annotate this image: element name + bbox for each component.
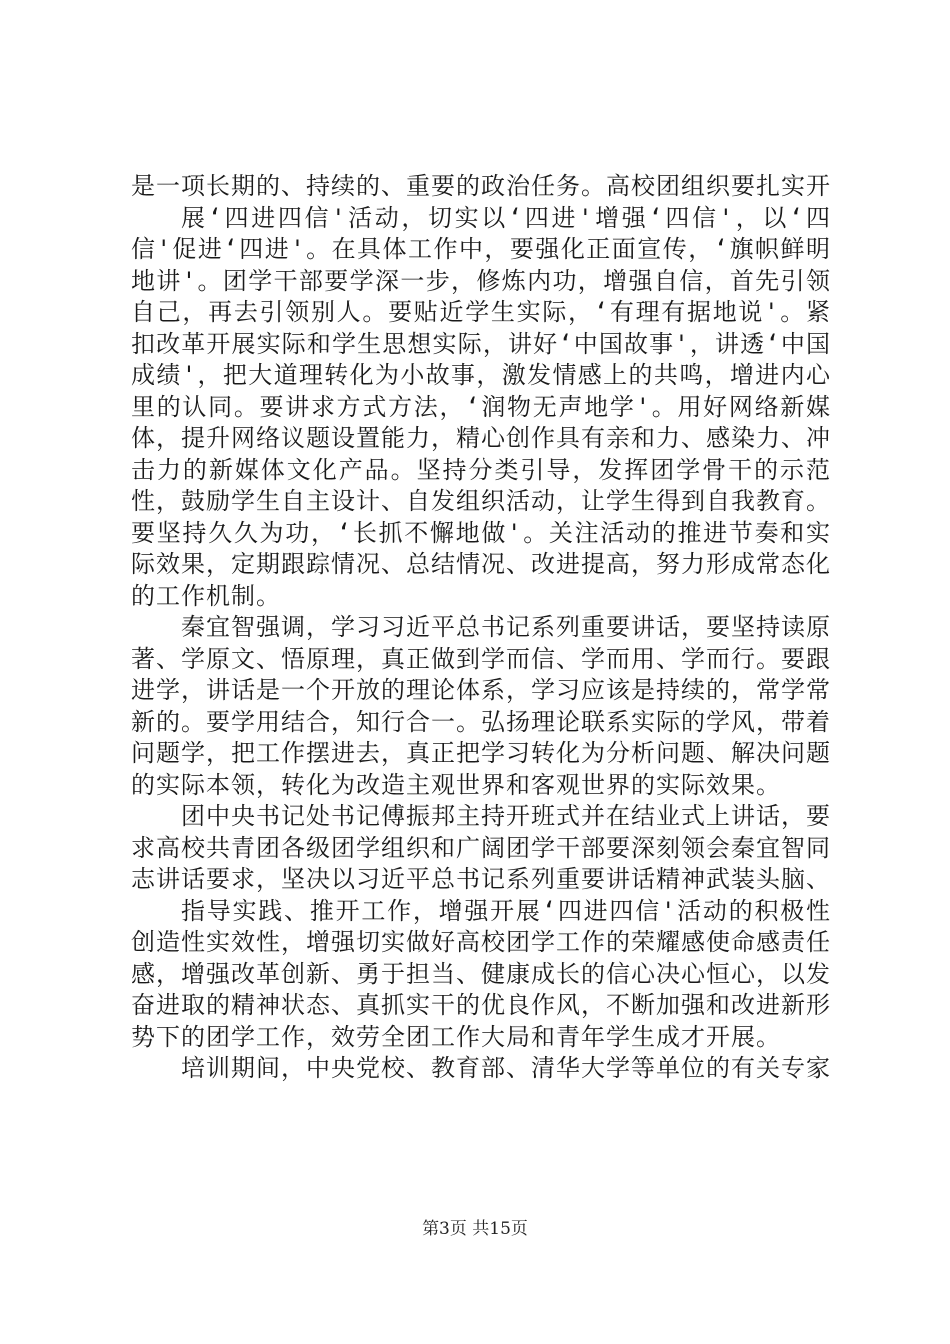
document-body	[131, 171, 831, 1085]
page-footer: 第3页 共15页	[422, 1219, 528, 1239]
paragraph-3: 秦宜智强调，学习习近平总书记系列重要讲话，要坚持读原著、学原文、悟原理，真正做到学而信、学而用、学而行。要跟进学，讲话是一个开放的理论体系，学习应该是持续的，常学常新的。要学用结合，知行合一。弘扬理论联系实际的学风，带着问题学，把工作摆进去，真正把学习转化为分析问题、解决问题的实际本领，转化为改造主观世界和客观世界的实际效果。	[131, 613, 831, 799]
paragraph-6: 培训期间，中央党校、教育部、清华大学等单位的有关专家	[181, 1054, 831, 1082]
paragraph-5: 指导实践、推开工作，增强开展‘四进四信'活动的积极性创造性实效性，增强切实做好高校团学工作的荣耀感使命感责任感，增强改革创新、勇于担当、健康成长的信心决心恒心，以发奋进取的精神状态、真抓实干的优良作风，不断加强和改进新形势下的团学工作，效劳全团工作大局和青年学生成才开展。	[131, 896, 831, 1051]
paragraph-1: 是一项长期的、持续的、重要的政治任务。高校团组织要扎实开	[131, 172, 831, 200]
paragraph-2: 展‘四进四信'活动，切实以‘四进'增强‘四信'，以‘四信'促进‘四进'。在具体工作中，要强化正面宣传，‘旗帜鲜明地讲'。团学干部要学深一步，修炼内功，增强自信，首先引领自己，再去引领别人。要贴近学生实际，‘有理有据地说'。紧扣改革开展实际和学生思想实际，讲好‘中国故事'，讲透‘中国成绩'，把大道理转化为小故事，激发情感上的共鸣，增进内心里的认同。要讲求方式方法，‘润物无声地学'。用好网络新媒体，提升网络议题设置能力，精心创作具有亲和力、感染力、冲击力的新媒体文化产品。坚持分类引导，发挥团学骨干的示范性，鼓励学生自主设计、自发组织活动，让学生得到自我教育。要坚持久久为功，‘长抓不懈地做'。关注活动的推进节奏和实际效果，定期跟踪情况、总结情况、改进提高，努力形成常态化的工作机制。	[131, 203, 831, 610]
paragraph-4: 团中央书记处书记傅振邦主持开班式并在结业式上讲话，要求高校共青团各级团学组织和广阔团学干部要深刻领会秦宜智同志讲话要求，坚决以习近平总书记系列重要讲话精神武装头脑、	[131, 802, 831, 893]
